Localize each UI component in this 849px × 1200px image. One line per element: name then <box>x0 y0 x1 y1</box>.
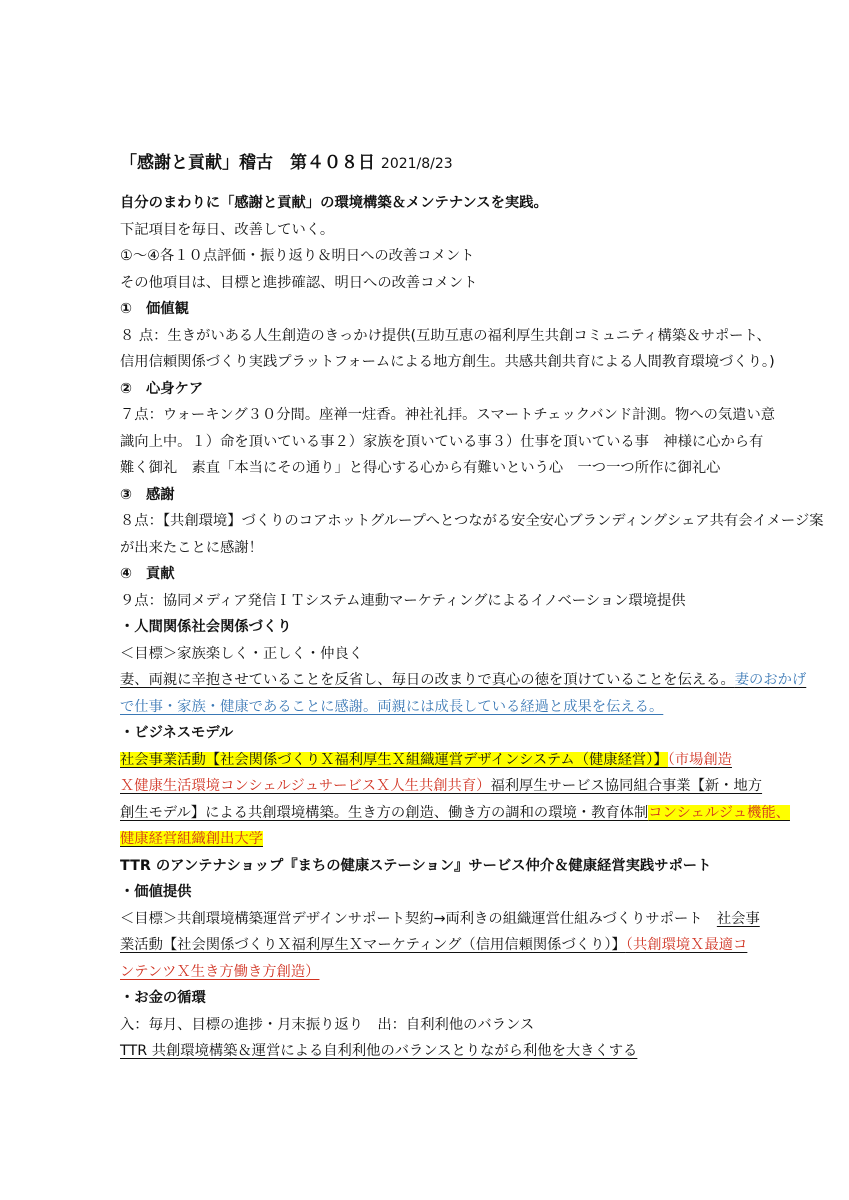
value-heading: ・価値提供 <box>120 884 192 900</box>
business-highlight-red: コンシェルジュ機能、 <box>648 804 790 821</box>
section-heading-contribution <box>120 561 740 588</box>
care-line-2: 識向上中。１）命を頂いている事２）家族を頂いている事３）仕事を頂いている事 神様に心から有 <box>120 433 764 450</box>
section-number: ④ <box>120 566 133 582</box>
relations-line-1 <box>120 667 807 694</box>
money-line-1: 入：毎月、目標の進捗・月末振り返り 出：自利利他のバランス <box>120 1016 535 1033</box>
value-line-1 <box>120 906 760 933</box>
value-text: 業活動【社会関係づくりＸ福利厚生Ｘマーケティング（信用信頼関係づくり）】 <box>120 937 626 953</box>
gratitude-line-1: ８点：【共創環境】づくりのコアホットグループへとつながる安全安心ブランディングシェア共有会イメージ案 <box>120 513 824 529</box>
section-heading-values <box>120 296 740 323</box>
money-heading: ・お金の循環 <box>120 990 206 1006</box>
section-number: ③ <box>120 486 133 503</box>
relations-text-blue: 妻のおかげ <box>734 672 807 688</box>
section-number: ② <box>120 380 133 397</box>
business-line-3 <box>120 800 790 827</box>
value-line-2 <box>120 932 748 959</box>
business-red-text: （市場創造 <box>667 751 732 768</box>
intro-line-4: その他項目は、目標と進捗確認、明日への改善コメント <box>120 274 478 291</box>
section-heading-gratitude <box>120 482 740 509</box>
business-highlight-red: 健康経営組織創出大学 <box>120 831 263 847</box>
gratitude-line-2: が出来たことに感謝！ <box>120 539 263 556</box>
section-number: ① <box>120 301 133 317</box>
business-text: 福利厚生サービス協同組合事業【新・地方 <box>490 778 763 794</box>
relations-text: 妻、両親に辛抱させていることを反省し、毎日の改まりで真心の徳を頂けていることを伝える。 <box>120 672 735 688</box>
values-line-1: ８ 点：生きがいある人生創造のきっかけ提供(互助互恵の福利厚生共創コミュニティ構築＆サポート、 <box>120 327 771 344</box>
business-line-2 <box>120 773 763 800</box>
care-line-1: ７点：ウォーキング３０分間。座禅一炷香。神社礼拝。スマートチェックバンド計測。物への気遣い意 <box>120 407 776 423</box>
business-red-text: Ｘ健康生活環境コンシェルジュサービスＸ人生共創共育） <box>120 778 491 794</box>
relations-goal: ＜目標＞家族楽しく・正しく・仲良く <box>120 645 364 662</box>
relations-line-2: で仕事・家族・健康であることに感謝。両親には成長している経過と成果を伝える。 <box>120 698 664 715</box>
business-highlight: 社会事業活動【社会関係づくりＸ福利厚生Ｘ組織運営デザインシステム（健康経営）】 <box>120 751 668 768</box>
value-line-3: ンテンツＸ生き方働き方創造） <box>120 963 320 980</box>
business-line-1 <box>120 747 740 774</box>
relations-heading: ・人間関係社会関係づくり <box>120 619 292 635</box>
document-title <box>120 150 740 190</box>
business-heading: ・ビジネスモデル <box>120 725 234 741</box>
care-line-3: 難く御礼 素直「本当にその通り」と得心する心から有難いという心 一つ一つ所作に御礼心 <box>120 460 721 476</box>
intro-line-2: 下記項目を毎日、改善していく。 <box>120 221 335 238</box>
value-red-text: （共創環境Ｘ最適コ <box>625 937 748 953</box>
title-text: 「感謝と貢献」稽古 第４０８日 <box>120 153 375 173</box>
ttr-heading: TTR のアンテナショップ『まちの健康ステーション』サービス仲介＆健康経営実践サポート <box>120 857 712 874</box>
business-line-4 <box>120 826 740 853</box>
section-heading-text: 心身ケア <box>146 380 204 397</box>
section-heading-text: 貢献 <box>146 566 175 582</box>
document-body <box>120 150 824 1065</box>
contribution-line-1: ９点：協同メディア発信ＩＴシステム連動マーケティングによるイノベーション環境提供 <box>120 592 686 609</box>
values-line-2: 信用信頼関係づくり実践プラットフォームによる地方創生。共感共創共育による人間教育環境づくり。) <box>120 354 775 370</box>
value-text: ＜目標＞共創環境構築運営デザインサポート契約→両利きの組織運営仕組みづくりサポート <box>120 910 717 927</box>
title-date: 2021/8/23 <box>380 156 453 172</box>
section-heading-text: 感謝 <box>146 486 175 503</box>
intro-line-3: ①～④各１０点評価・振り返り＆明日への改善コメント <box>120 248 475 264</box>
money-line-2: TTR 共創環境構築＆運営による自利利他のバランスとりながら利他を大きくする <box>120 1043 638 1059</box>
section-heading-text: 価値観 <box>146 301 189 317</box>
value-text-underlined: 社会事 <box>716 910 760 927</box>
business-text: 創生モデル】による共創環境構築。生き方の創造、働き方の調和の環境・教育体制 <box>120 804 649 821</box>
intro-line-1: 自分のまわりに「感謝と貢献」の環境構築＆メンテナンスを実践。 <box>120 195 548 211</box>
section-heading-care <box>120 376 740 403</box>
